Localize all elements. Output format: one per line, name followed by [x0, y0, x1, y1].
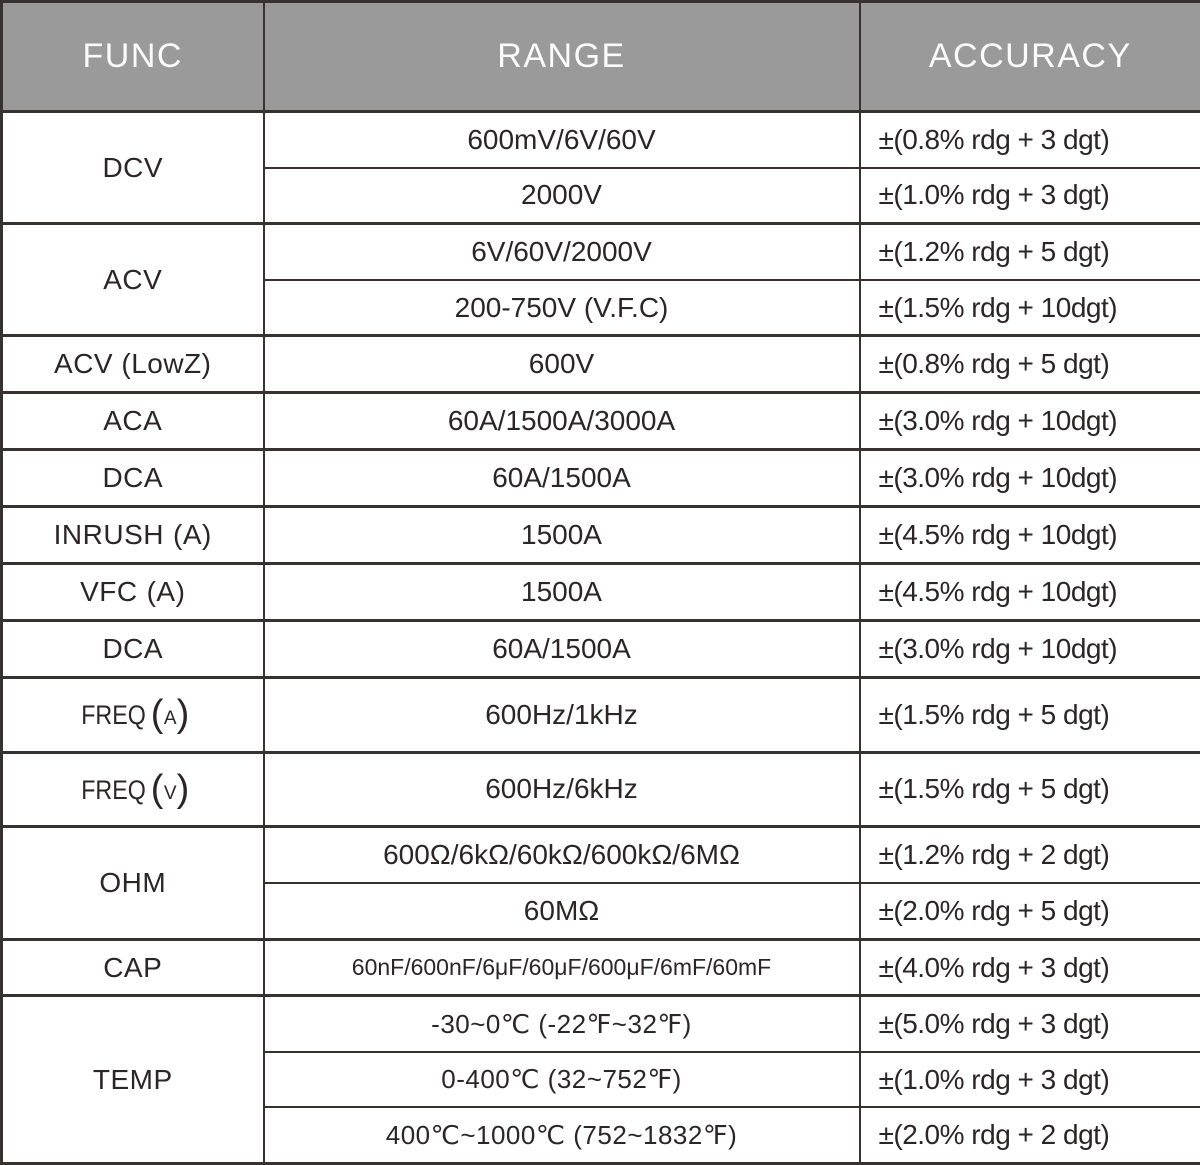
table-row: [2, 752, 1200, 827]
func-cell-aca: ACA: [2, 393, 264, 450]
accuracy-cell: ±(0.8% rdg + 5 dgt): [860, 336, 1200, 393]
range-cell: 200-750V (V.F.C): [264, 280, 860, 336]
func-cell-dca-2: DCA: [2, 620, 264, 677]
range-cell: 6V/60V/2000V: [264, 224, 860, 280]
func-sub-label: (A): [146, 575, 186, 607]
table-row: [2, 677, 1200, 752]
accuracy-cell: ±(0.8% rdg + 3 dgt): [860, 112, 1200, 168]
func-cell-dca: DCA: [2, 450, 264, 507]
paren-close: ): [176, 693, 190, 736]
range-cell: 60nF/600nF/6μF/60μF/600μF/6mF/60mF: [264, 939, 860, 996]
func-cell-freq-a: [2, 677, 264, 752]
func-sub-label: (A): [173, 519, 212, 551]
func-cell-freq-v: [2, 752, 264, 827]
func-sub-label: V: [163, 782, 177, 804]
paren-open: (: [150, 767, 164, 810]
accuracy-cell: ±(1.0% rdg + 3 dgt): [860, 168, 1200, 224]
range-cell: 600Ω/6kΩ/60kΩ/600kΩ/6MΩ: [264, 827, 860, 883]
func-cell-dcv: DCV: [2, 112, 264, 224]
accuracy-cell: ±(2.0% rdg + 5 dgt): [860, 883, 1200, 939]
table-row: [2, 939, 1200, 996]
col-header-func: FUNC: [2, 2, 264, 112]
range-cell: -30~0℃ (-22℉~32℉): [264, 996, 860, 1052]
col-header-accuracy: ACCURACY: [860, 2, 1200, 112]
func-cell-acv-lowz: ACV (LowZ): [2, 336, 264, 393]
accuracy-cell: ±(5.0% rdg + 3 dgt): [860, 996, 1200, 1052]
func-label: FREQ: [80, 774, 146, 805]
range-cell: 60MΩ: [264, 883, 860, 939]
accuracy-cell: ±(3.0% rdg + 10dgt): [860, 393, 1200, 450]
table-row: [2, 827, 1200, 883]
func-cell-acv: ACV: [2, 224, 264, 336]
range-cell: 1500A: [264, 564, 860, 621]
table-row: [2, 112, 1200, 168]
range-cell: 60A/1500A: [264, 620, 860, 677]
range-cell: 0-400℃ (32~752℉): [264, 1052, 860, 1107]
accuracy-cell: ±(4.0% rdg + 3 dgt): [860, 939, 1200, 996]
func-sub-label: A: [163, 708, 177, 730]
range-cell: 60A/1500A: [264, 450, 860, 507]
accuracy-cell: ±(3.0% rdg + 10dgt): [860, 450, 1200, 507]
table-row: [2, 336, 1200, 393]
func-cell-temp: TEMP: [2, 996, 264, 1164]
range-cell: 1500A: [264, 507, 860, 564]
func-label: FREQ: [80, 700, 146, 731]
range-cell: 600V: [264, 336, 860, 393]
range-cell: 600Hz/6kHz: [264, 752, 860, 827]
accuracy-cell: ±(4.5% rdg + 10dgt): [860, 564, 1200, 621]
table-row: [2, 564, 1200, 621]
range-cell: 600Hz/1kHz: [264, 677, 860, 752]
paren-close: ): [176, 767, 190, 810]
table-row: [2, 507, 1200, 564]
header-row: [2, 2, 1200, 112]
accuracy-cell: ±(4.5% rdg + 10dgt): [860, 507, 1200, 564]
func-label: INRUSH: [53, 519, 164, 551]
func-cell-ohm: OHM: [2, 827, 264, 939]
accuracy-cell: ±(1.2% rdg + 5 dgt): [860, 224, 1200, 280]
range-cell: 400℃~1000℃ (752~1832℉): [264, 1107, 860, 1163]
accuracy-cell: ±(1.5% rdg + 10dgt): [860, 280, 1200, 336]
range-cell: 60A/1500A/3000A: [264, 393, 860, 450]
accuracy-cell: ±(1.5% rdg + 5 dgt): [860, 752, 1200, 827]
table-row: [2, 450, 1200, 507]
table-row: [2, 224, 1200, 280]
func-label: VFC: [80, 575, 138, 607]
range-cell: 2000V: [264, 168, 860, 224]
accuracy-cell: ±(1.5% rdg + 5 dgt): [860, 677, 1200, 752]
accuracy-cell: ±(2.0% rdg + 2 dgt): [860, 1107, 1200, 1163]
table-row: [2, 620, 1200, 677]
func-cell-cap: CAP: [2, 939, 264, 996]
accuracy-cell: ±(3.0% rdg + 10dgt): [860, 620, 1200, 677]
func-cell-inrush: [2, 507, 264, 564]
paren-open: (: [150, 693, 164, 736]
accuracy-cell: ±(1.0% rdg + 3 dgt): [860, 1052, 1200, 1107]
range-cell: 600mV/6V/60V: [264, 112, 860, 168]
col-header-range: RANGE: [264, 2, 860, 112]
table-row: [2, 996, 1200, 1052]
accuracy-cell: ±(1.2% rdg + 2 dgt): [860, 827, 1200, 883]
table-row: [2, 393, 1200, 450]
func-cell-vfc: [2, 564, 264, 621]
